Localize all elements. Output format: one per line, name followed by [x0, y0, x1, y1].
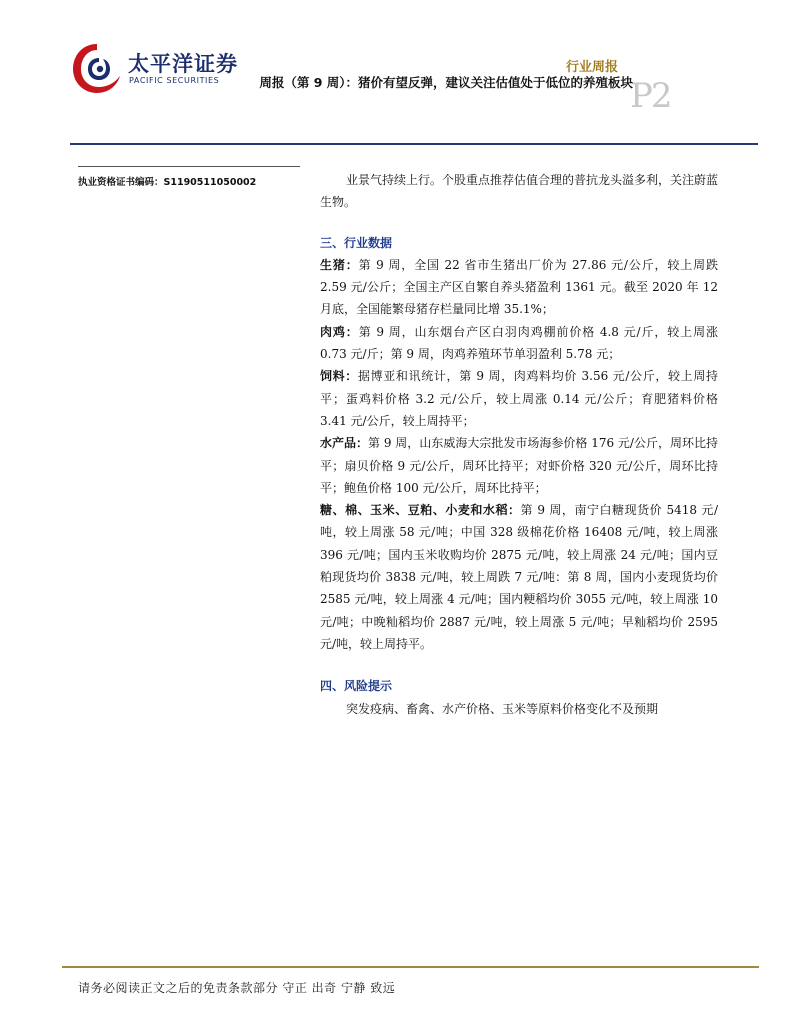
data-item-hog [320, 254, 718, 321]
page-number: P2 [630, 76, 671, 116]
data-item-aquatic [320, 432, 718, 499]
section-title-industry-data: 三、行业数据 [320, 235, 393, 250]
header-divider [70, 143, 758, 145]
report-title: 周报（第 9 周）：猪价有望反弹，建议关注估值处于低位的养殖板块 [259, 75, 633, 90]
intro-paragraph: 业景气持续上行。个股重点推荐估值合理的普抗龙头溢多利，关注蔚蓝生物。 [320, 173, 719, 210]
data-item-feed [320, 365, 718, 432]
logo-chinese-name: 太平洋证券 [128, 52, 238, 76]
data-item-label: 肉鸡： [320, 324, 359, 339]
section-title-risk: 四、风险提示 [320, 679, 393, 694]
data-item-label: 糖、棉、玉米、豆粕、小麦和水稻： [320, 503, 521, 518]
data-item-text: 第 9 周，山东威海大宗批发市场海参价格 176 元/公斤，周环比持平；扇贝价格 9 元/公斤，周环比持平；对虾价格 320 元/公斤，周环比持平；鲍鱼价格 100 元/公斤，周环比持平； [320, 436, 718, 495]
logo-english-name: PACIFIC SECURITIES [129, 76, 220, 85]
data-item-broiler [320, 321, 718, 366]
data-item-crops [320, 499, 718, 655]
pacific-securities-logo-icon [70, 40, 124, 96]
data-item-text: 第 9 周，山东烟台产区白羽肉鸡棚前价格 4.8 元/斤，较上周涨 0.73 元/斤；第 9 周，肉鸡养殖环节单羽盈利 5.78 元； [320, 324, 718, 362]
data-item-text: 第 9 周，南宁白糖现货价 5418 元/吨，较上周涨 58 元/吨；中国 328 级棉花价格 16408 元/吨，较上周涨 396 元/吨；国内玉米收购均价 2875 元/吨，较上周涨 24 元/吨；国内豆粕现货均价 3838 元/吨，较上周跌 7 元/吨：第 8 周，国内小麦现货均价 2585 元/吨，较上周涨 4 元/吨；国内粳稻均价 3055 元/吨，较上周涨 10 元/吨；中晚籼稻均价 2887 元/吨，较上周涨 5 元/吨；早籼稻均价 2595 元/吨，较上周持平。 [320, 503, 718, 651]
company-logo [70, 40, 238, 96]
data-item-label: 水产品： [320, 436, 369, 451]
data-item-text: 第 9 周，全国 22 省市生猪出厂价为 27.86 元/公斤，较上周跌 2.59 元/公斤；全国主产区自繁自养头猪盈利 1361 元。截至 2020 年 12 月底，全国能繁母猪存栏量同比增 35.1%； [320, 257, 718, 317]
report-type-label: 行业周报 [566, 60, 619, 75]
data-item-label: 生猪： [320, 257, 359, 272]
license-number: 执业资格证书编码：S1190511050002 [78, 177, 257, 188]
footer-divider [62, 966, 759, 968]
sidebar-divider [78, 166, 300, 167]
footer-disclaimer: 请务必阅读正文之后的免责条款部分 守正 出奇 宁静 致远 [78, 981, 396, 995]
data-item-label: 饲料： [320, 369, 358, 384]
data-item-text: 据博亚和讯统计，第 9 周，肉鸡料均价 3.56 元/公斤，较上周持平；蛋鸡料价格 3.2 元/公斤，较上周涨 0.14 元/公斤；育肥猪料价格 3.41 元/公斤，较上周持平； [320, 369, 718, 428]
main-content [320, 169, 718, 720]
risk-paragraph: 突发疫病、畜禽、水产价格、玉米等原料价格变化不及预期 [346, 701, 659, 716]
